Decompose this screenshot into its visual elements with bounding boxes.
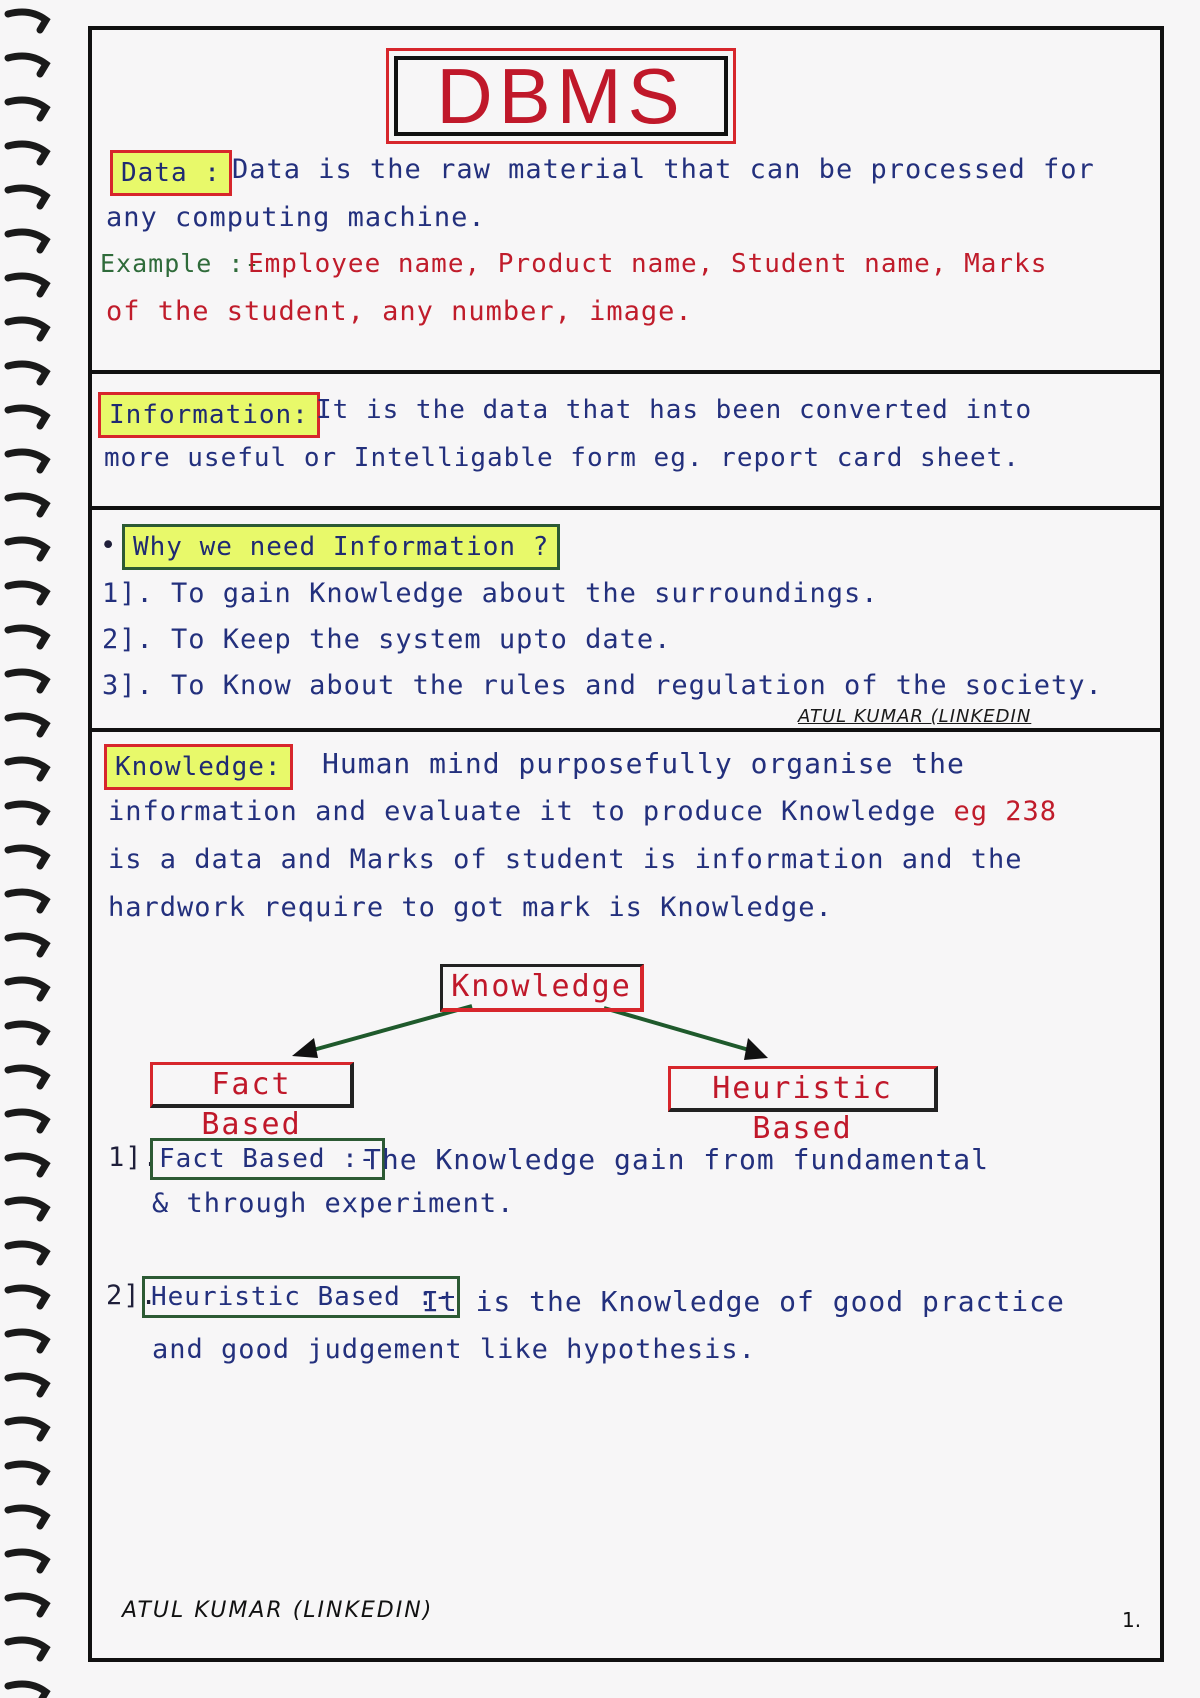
spiral-ring — [8, 1640, 46, 1658]
section-signature: ATUL KUMAR (LINKEDIN — [798, 706, 1032, 727]
spiral-ring — [8, 1288, 46, 1306]
knowledge-line-1: Human mind purposefully organise the — [322, 747, 965, 780]
spiral-ring — [8, 628, 46, 646]
spiral-ring — [8, 1552, 46, 1570]
spiral-ring — [8, 144, 46, 162]
spiral-ring — [8, 980, 46, 998]
why-information-section — [92, 510, 1160, 732]
spiral-ring — [8, 848, 46, 866]
spiral-ring — [8, 1376, 46, 1394]
spiral-ring — [8, 1068, 46, 1086]
information-section — [92, 374, 1160, 510]
spiral-ring — [8, 232, 46, 250]
spiral-ring — [8, 1508, 46, 1526]
why-item-2: 2]. To Keep the system upto date. — [102, 624, 672, 655]
arrow-left-head — [292, 1038, 318, 1058]
diagram-root-knowledge: Knowledge — [440, 964, 644, 1012]
data-definition-line-1: Data is the raw material that can be processed for — [232, 154, 1095, 185]
spiral-ring — [8, 1596, 46, 1614]
spiral-ring — [8, 408, 46, 426]
information-tag: Information: — [98, 392, 320, 438]
data-tag: Data : — [110, 150, 232, 196]
arrow-right-head — [744, 1038, 768, 1060]
spiral-ring — [8, 804, 46, 822]
spiral-ring — [8, 188, 46, 206]
arrow-right-line — [604, 1008, 756, 1052]
spiral-ring — [8, 1024, 46, 1042]
information-line-1: It is the data that has been converted into — [316, 395, 1033, 425]
spiral-ring — [8, 452, 46, 470]
spiral-ring — [8, 584, 46, 602]
heuristic-line-2: and good judgement like hypothesis. — [152, 1334, 756, 1365]
spiral-ring — [8, 1332, 46, 1350]
heuristic-based-tag: Heuristic Based :- — [142, 1276, 460, 1318]
heuristic-line-1: It is the Knowledge of good practice — [422, 1285, 1065, 1318]
spiral-ring — [8, 100, 46, 118]
spiral-ring — [8, 1464, 46, 1482]
page-frame — [88, 26, 1164, 1662]
spiral-ring — [8, 1156, 46, 1174]
spiral-ring — [8, 496, 46, 514]
spiral-ring — [8, 1684, 46, 1698]
spiral-ring — [8, 1200, 46, 1218]
spiral-ring — [8, 276, 46, 294]
data-definition-line-2: any computing machine. — [106, 202, 486, 233]
spiral-ring — [8, 716, 46, 734]
spiral-ring — [8, 1244, 46, 1262]
fact-line-1: The Knowledge gain from fundamental — [364, 1143, 990, 1176]
spiral-ring — [8, 760, 46, 778]
why-item-1: 1]. To gain Knowledge about the surroundings. — [102, 578, 879, 609]
knowledge-line-2-text: information and evaluate it to produce Knowledge — [108, 796, 937, 827]
page-title: DBMS — [394, 56, 728, 136]
fact-number: 1]. — [108, 1142, 160, 1173]
heuristic-number: 2]. — [106, 1280, 158, 1311]
knowledge-line-3: is a data and Marks of student is information and the — [108, 844, 1023, 875]
spiral-ring — [8, 540, 46, 558]
information-line-2: more useful or Intelligable form eg. report card sheet. — [104, 443, 1020, 473]
spiral-ring — [8, 320, 46, 338]
diagram-fact-based: Fact Based — [150, 1062, 354, 1108]
spiral-ring — [8, 56, 46, 74]
example-label: Example :- — [100, 249, 261, 278]
why-information-tag: Why we need Information ? — [122, 524, 560, 570]
fact-line-2: & through experiment. — [152, 1188, 515, 1219]
spiral-ring — [8, 364, 46, 382]
bullet-dot: • — [100, 530, 118, 561]
spiral-ring — [8, 892, 46, 910]
data-section — [92, 30, 1160, 374]
knowledge-section — [92, 732, 1160, 1658]
spiral-ring — [8, 1112, 46, 1130]
fact-based-tag: Fact Based :- — [150, 1138, 385, 1180]
why-item-3: 3]. To Know about the rules and regulation of the society. — [102, 670, 1103, 701]
page-number: 1. — [1122, 1608, 1142, 1632]
knowledge-line-4: hardwork require to got mark is Knowledge. — [108, 892, 833, 923]
title-box — [386, 48, 736, 144]
example-line-1: Employee name, Product name, Student name, Marks — [248, 249, 1048, 279]
spiral-ring — [8, 936, 46, 954]
spiral-ring — [8, 12, 46, 30]
diagram-heuristic-based: Heuristic Based — [668, 1066, 938, 1112]
footer-signature: ATUL KUMAR (LINKEDIN) — [122, 1598, 434, 1623]
knowledge-tag: Knowledge: — [104, 744, 293, 790]
spiral-ring — [8, 672, 46, 690]
spiral-ring — [8, 1420, 46, 1438]
knowledge-example: eg 238 — [953, 796, 1058, 827]
spiral-binding — [0, 0, 70, 1698]
example-line-2: of the student, any number, image. — [106, 296, 693, 327]
arrow-left-line — [306, 1006, 472, 1052]
